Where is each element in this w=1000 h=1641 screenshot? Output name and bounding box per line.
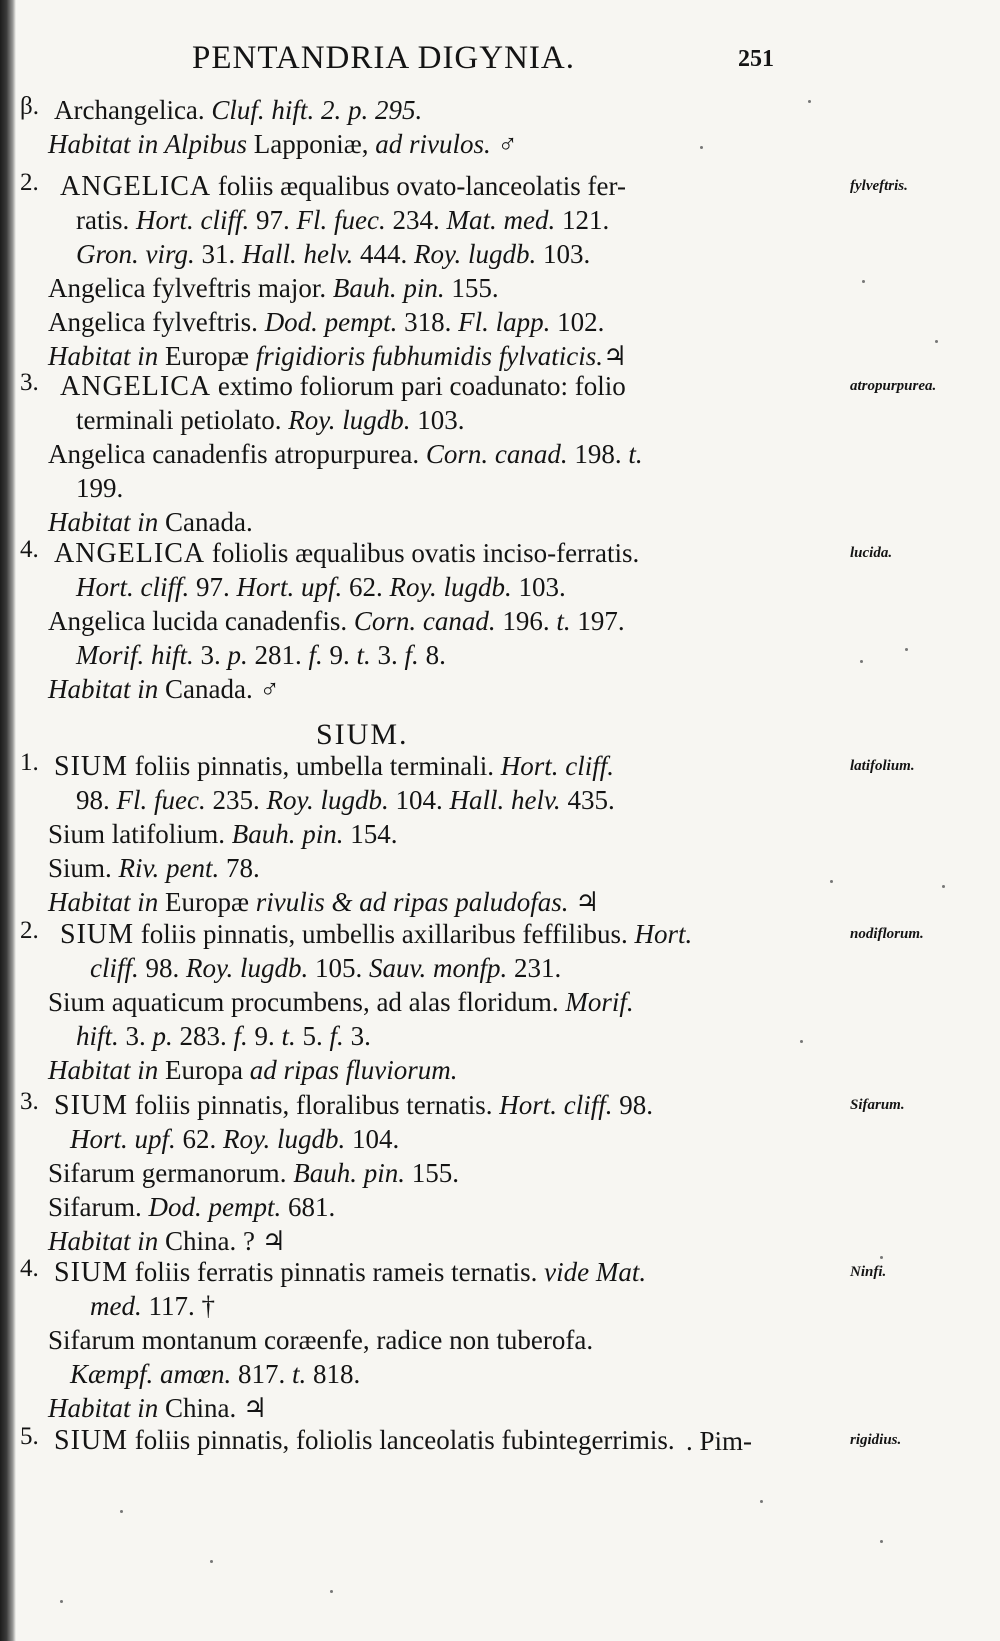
- roman-text: Europæ: [165, 341, 256, 371]
- italic-citation: Hort. cliff.: [76, 572, 196, 602]
- roman-text: 98.: [145, 953, 186, 983]
- roman-text: 104.: [352, 1124, 400, 1154]
- italic-citation: Roy. lugdb.: [186, 953, 315, 983]
- entry-line: [48, 1157, 459, 1189]
- roman-text: 105.: [315, 953, 369, 983]
- symbol-glyph: ♃: [575, 887, 600, 917]
- italic-citation: vide Mat.: [544, 1257, 647, 1287]
- page-number: 251: [738, 46, 774, 72]
- italic-citation: p.: [227, 640, 255, 670]
- italic-citation: f.: [308, 640, 330, 670]
- italic-citation: Habitat in Alpibus: [48, 129, 254, 159]
- italic-citation: Morif.: [565, 987, 634, 1017]
- italic-citation: Corn. canad.: [425, 439, 575, 469]
- italic-citation: Cluf. hift. 2. p. 295.: [211, 95, 423, 125]
- roman-text: foliis pinnatis, umbella terminali.: [128, 751, 501, 781]
- entry-line: [48, 128, 518, 160]
- entry-line: [76, 639, 446, 671]
- italic-citation: Fl. fuec.: [296, 205, 393, 235]
- roman-text: Europa: [165, 1055, 250, 1085]
- book-spine-shadow: [0, 0, 16, 1641]
- italic-citation: Mat. med.: [446, 205, 562, 235]
- italic-citation: f.: [233, 1021, 255, 1051]
- entry-line: [54, 750, 614, 783]
- roman-text: terminali petiolato.: [76, 405, 289, 435]
- roman-text: 98.: [76, 785, 117, 815]
- roman-text: 231.: [513, 953, 562, 983]
- italic-citation: Hort.: [634, 919, 693, 949]
- italic-citation: ad rivulos.: [375, 129, 498, 159]
- roman-text: 435.: [567, 785, 615, 815]
- entry-line: [54, 1089, 653, 1122]
- roman-text: 196.: [502, 606, 557, 636]
- italic-citation: Sauv. monfp.: [369, 953, 514, 983]
- italic-citation: Bauh. pin.: [293, 1158, 412, 1188]
- roman-text: 78.: [226, 853, 260, 883]
- italic-citation: Habitat in: [48, 887, 166, 917]
- roman-text: foliis pinnatis, foliolis lanceolatis fubintegerrimis.: [128, 1425, 675, 1455]
- entry-line: [76, 404, 464, 436]
- entry-line: [54, 94, 422, 126]
- roman-text: Sium.: [48, 853, 119, 883]
- roman-text: 9.: [254, 1021, 282, 1051]
- entry-number: 4.: [20, 1255, 39, 1282]
- roman-text: 444.: [359, 239, 414, 269]
- italic-citation: t.: [292, 1359, 314, 1389]
- entry-number: 2.: [20, 917, 39, 944]
- roman-text: Angelica fylveftris major.: [48, 273, 333, 303]
- italic-citation: Hort. upf.: [236, 572, 350, 602]
- roman-text: 103.: [542, 239, 591, 269]
- genus-name: SIUM: [54, 751, 129, 782]
- genus-name: SIUM: [54, 1257, 129, 1288]
- roman-text: 103.: [518, 572, 566, 602]
- roman-text: 3.: [125, 1021, 153, 1051]
- roman-text: Europæ: [165, 887, 256, 917]
- italic-citation: f.: [404, 640, 426, 670]
- entry-line: [54, 1424, 675, 1457]
- roman-text: Canada.: [165, 507, 253, 537]
- roman-text: 62.: [349, 572, 390, 602]
- genus-name: ANGELICA: [54, 538, 206, 569]
- genus-name: SIUM: [54, 1425, 129, 1456]
- italic-citation: t.: [556, 606, 578, 636]
- entry-number: 2.: [20, 169, 39, 196]
- entry-line: [76, 784, 615, 816]
- italic-citation: rivulis & ad ripas paludofas.: [255, 887, 576, 917]
- roman-text: 104.: [395, 785, 450, 815]
- roman-text: 98.: [619, 1090, 653, 1120]
- italic-citation: Hall. helv.: [242, 239, 360, 269]
- entry-line: [76, 1020, 371, 1052]
- entry-line: [76, 238, 590, 270]
- entry-line: [48, 605, 625, 637]
- entry-line: [90, 952, 561, 984]
- roman-text: 197.: [577, 606, 625, 636]
- entry-line: [54, 1256, 646, 1289]
- section-heading: SIUM.: [316, 718, 409, 751]
- roman-text: 97.: [196, 572, 237, 602]
- entry-line: [70, 1123, 399, 1155]
- roman-text: Sium latifolium.: [48, 819, 232, 849]
- roman-text: Sifarum.: [48, 1192, 149, 1222]
- entry-line: [48, 986, 634, 1018]
- roman-text: 155.: [451, 273, 499, 303]
- running-title: PENTANDRIA DIGYNIA.: [192, 40, 575, 76]
- entry-line: [48, 506, 253, 538]
- italic-citation: p.: [152, 1021, 180, 1051]
- roman-text: foliis æqualibus ovato-lanceolatis fer-: [211, 171, 626, 201]
- roman-text: 818.: [313, 1359, 361, 1389]
- roman-text: Archangelica.: [54, 95, 212, 125]
- italic-citation: t.: [628, 439, 643, 469]
- roman-text: Canada.: [165, 674, 260, 704]
- entry-line: [60, 370, 626, 403]
- italic-citation: t.: [281, 1021, 303, 1051]
- entry-number: 1.: [20, 749, 39, 776]
- margin-species-name: Ninfi.: [850, 1264, 887, 1280]
- entry-line: [90, 1290, 215, 1322]
- symbol-glyph: ♃: [603, 341, 628, 371]
- italic-citation: Fl. fuec.: [116, 785, 213, 815]
- italic-citation: Morif. hift.: [76, 640, 201, 670]
- entry-line: [76, 204, 609, 236]
- roman-text: Angelica lucida canadenfis.: [48, 606, 354, 636]
- italic-citation: Corn. canad.: [353, 606, 503, 636]
- entry-line: [48, 340, 627, 372]
- margin-species-name: lucida.: [850, 545, 893, 561]
- italic-citation: Riv. pent.: [118, 853, 226, 883]
- roman-text: China. ?: [165, 1226, 262, 1256]
- entry-line: [76, 472, 123, 504]
- roman-text: 117. †: [148, 1291, 215, 1321]
- italic-citation: Habitat in: [48, 341, 166, 371]
- roman-text: 5.: [302, 1021, 330, 1051]
- entry-line: [48, 852, 260, 884]
- genus-name: ANGELICA: [60, 171, 212, 202]
- entry-line: [48, 818, 398, 850]
- margin-species-name: atropurpurea.: [850, 378, 937, 394]
- catchword: . Pim-: [686, 1426, 753, 1456]
- entry-line: [48, 438, 643, 470]
- italic-citation: Bauh. pin.: [332, 273, 452, 303]
- entry-line: [48, 1054, 458, 1086]
- italic-citation: Hort. cliff.: [136, 205, 256, 235]
- roman-text: Sifarum germanorum.: [48, 1158, 294, 1188]
- margin-species-name: fylveftris.: [850, 178, 908, 194]
- roman-text: 283.: [179, 1021, 234, 1051]
- roman-text: 8.: [425, 640, 446, 670]
- symbol-glyph: ♃: [261, 1226, 286, 1256]
- italic-citation: Hort. cliff.: [499, 1090, 620, 1120]
- entry-line: [48, 1324, 593, 1356]
- italic-citation: cliff.: [90, 953, 146, 983]
- italic-citation: Habitat in: [48, 674, 166, 704]
- italic-citation: med.: [90, 1291, 149, 1321]
- entry-line: [48, 1225, 286, 1257]
- italic-citation: Roy. lugdb.: [389, 572, 519, 602]
- entry-number: β.: [20, 93, 39, 120]
- roman-text: 198.: [574, 439, 629, 469]
- entry-line: [48, 1392, 267, 1424]
- entry-number: 5.: [20, 1423, 39, 1450]
- italic-citation: Habitat in: [48, 1393, 166, 1423]
- italic-citation: Gron. virg.: [76, 239, 202, 269]
- italic-citation: Dod. pempt.: [148, 1192, 288, 1222]
- italic-citation: Hall. helv.: [449, 785, 568, 815]
- roman-text: 281.: [254, 640, 309, 670]
- italic-citation: hift.: [76, 1021, 126, 1051]
- entry-line: [76, 571, 566, 603]
- roman-text: 102.: [557, 307, 605, 337]
- italic-citation: Habitat in: [48, 1055, 166, 1085]
- roman-text: foliis ferratis pinnatis rameis ternatis.: [128, 1257, 545, 1287]
- italic-citation: Roy. lugdb.: [413, 239, 543, 269]
- italic-citation: t.: [356, 640, 378, 670]
- italic-citation: Hort. cliff.: [500, 751, 614, 781]
- italic-citation: Habitat in: [48, 507, 166, 537]
- margin-species-name: nodiflorum.: [850, 926, 924, 942]
- margin-species-name: Sifarum.: [850, 1097, 905, 1113]
- roman-text: 318.: [404, 307, 459, 337]
- entry-line: [60, 170, 626, 203]
- entry-line: [48, 886, 600, 918]
- roman-text: foliis pinnatis, umbellis axillaribus feffilibus.: [134, 919, 635, 949]
- roman-text: foliis pinnatis, floralibus ternatis.: [128, 1090, 500, 1120]
- roman-text: 103.: [417, 405, 465, 435]
- symbol-glyph: ♂: [259, 674, 280, 704]
- roman-text: 121.: [561, 205, 610, 235]
- entry-line: [48, 306, 604, 338]
- roman-text: 62.: [182, 1124, 224, 1154]
- italic-citation: Hort. upf.: [70, 1124, 183, 1154]
- roman-text: 3.: [377, 640, 405, 670]
- roman-text: 199.: [76, 473, 124, 503]
- italic-citation: f.: [329, 1021, 351, 1051]
- italic-citation: Roy. lugdb.: [266, 785, 396, 815]
- roman-text: foliolis æqualibus ovatis inciso-ferratis.: [205, 538, 640, 568]
- roman-text: Sifarum montanum coræenfe, radice non tuberofa.: [48, 1325, 594, 1355]
- roman-text: 154.: [350, 819, 398, 849]
- roman-text: 817.: [238, 1359, 293, 1389]
- italic-citation: Bauh. pin.: [231, 819, 351, 849]
- roman-text: 155.: [411, 1158, 459, 1188]
- entry-number: 4.: [20, 536, 39, 563]
- entry-number: 3.: [20, 369, 39, 396]
- italic-citation: frigidioris fubhumidis fylvaticis.: [255, 341, 604, 371]
- roman-text: 97.: [256, 205, 297, 235]
- entry-number: 3.: [20, 1088, 39, 1115]
- italic-citation: Dod. pempt.: [264, 307, 405, 337]
- page-header: [0, 40, 1000, 86]
- italic-citation: Roy. lugdb.: [223, 1124, 353, 1154]
- italic-citation: Kæmpf. amœn.: [70, 1359, 239, 1389]
- roman-text: 31.: [201, 239, 242, 269]
- symbol-glyph: ♂: [497, 129, 518, 159]
- roman-text: extimo foliorum pari coadunato: folio: [211, 371, 626, 401]
- italic-citation: Habitat in: [48, 1226, 166, 1256]
- genus-name: SIUM: [60, 919, 135, 950]
- entry-line: [54, 537, 639, 570]
- entry-line: [60, 918, 692, 951]
- entry-line: [70, 1358, 360, 1390]
- roman-text: Angelica fylveftris.: [48, 307, 265, 337]
- roman-text: Angelica canadenfis atropurpurea.: [48, 439, 426, 469]
- roman-text: 3.: [200, 640, 228, 670]
- symbol-glyph: ♃: [243, 1393, 268, 1423]
- genus-name: SIUM: [54, 1090, 129, 1121]
- roman-text: China.: [165, 1393, 244, 1423]
- entry-line: [48, 1191, 335, 1223]
- roman-text: 9.: [329, 640, 357, 670]
- entry-line: [48, 272, 499, 304]
- roman-text: Lapponiæ,: [253, 129, 376, 159]
- entry-line: [48, 673, 280, 705]
- roman-text: 3.: [350, 1021, 371, 1051]
- roman-text: Sium aquaticum procumbens, ad alas floridum.: [48, 987, 566, 1017]
- genus-name: ANGELICA: [60, 371, 212, 402]
- italic-citation: ad ripas fluviorum.: [249, 1055, 458, 1085]
- roman-text: 234.: [392, 205, 447, 235]
- roman-text: 681.: [287, 1192, 336, 1222]
- roman-text: ratis.: [76, 205, 136, 235]
- italic-citation: Fl. lapp.: [458, 307, 558, 337]
- margin-species-name: rigidius.: [850, 1432, 902, 1448]
- roman-text: 235.: [212, 785, 267, 815]
- margin-species-name: latifolium.: [850, 758, 915, 774]
- italic-citation: Roy. lugdb.: [288, 405, 418, 435]
